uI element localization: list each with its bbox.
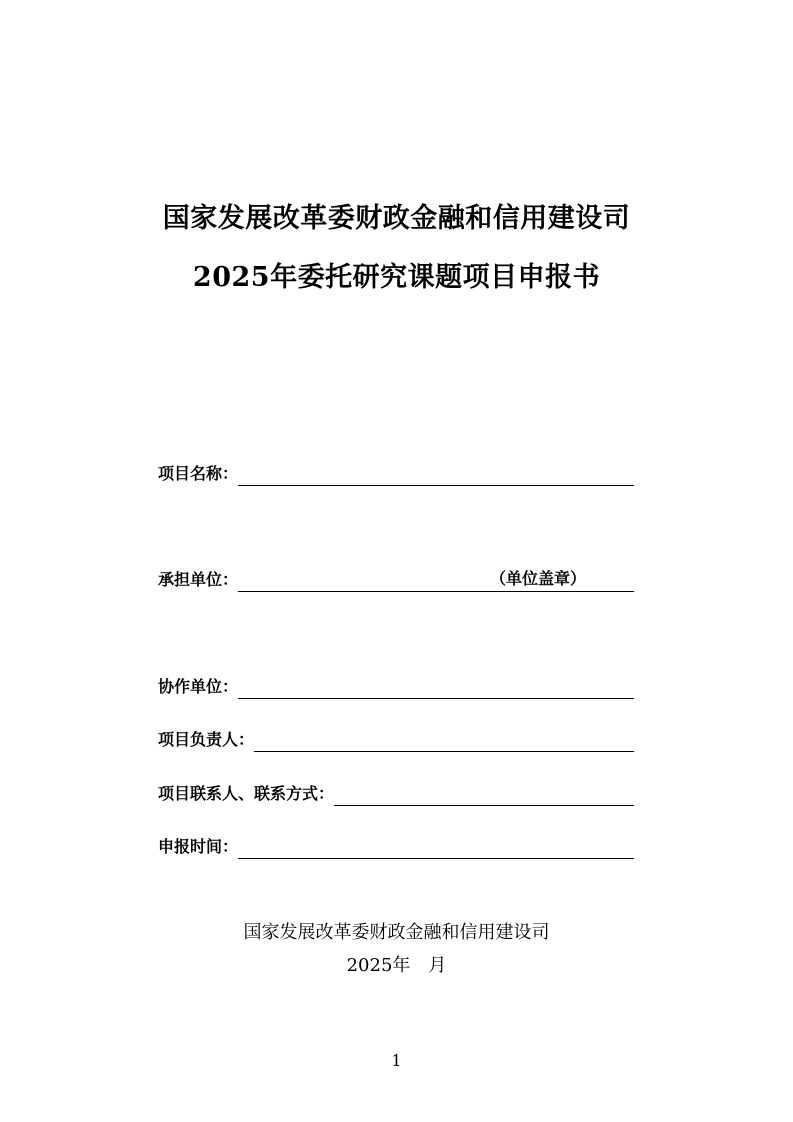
seal-note: （单位盖章） — [489, 569, 586, 588]
application-date-field — [158, 831, 634, 859]
project-leader-input-line[interactable] — [254, 729, 634, 752]
project-leader-field — [158, 724, 634, 752]
application-date-input-line[interactable] — [238, 836, 634, 859]
undertaking-unit-label: 承担单位： — [158, 570, 239, 589]
contact-field — [158, 778, 634, 806]
project-leader-label: 项目负责人： — [158, 730, 255, 749]
footer-month: 月 — [428, 955, 447, 976]
footer-date — [0, 953, 793, 979]
cooperating-unit-field — [158, 671, 634, 699]
contact-label: 项目联系人、联系方式： — [158, 784, 335, 803]
project-name-field — [158, 458, 634, 486]
cooperating-unit-input-line[interactable] — [238, 676, 634, 699]
undertaking-unit-input-line[interactable] — [238, 569, 634, 592]
cooperating-unit-label: 协作单位： — [158, 677, 239, 696]
project-name-input-line[interactable] — [238, 463, 634, 486]
footer-year: 2025年 — [346, 955, 411, 976]
project-name-label: 项目名称： — [158, 464, 239, 483]
footer-organization: 国家发展改革委财政金融和信用建设司 — [243, 922, 550, 943]
document-title-line2: 2025年委托研究课题项目申报书 — [192, 262, 601, 293]
application-date-label: 申报时间： — [158, 837, 239, 856]
document-title-line1: 国家发展改革委财政金融和信用建设司 — [162, 203, 631, 234]
page-number: 1 — [391, 1051, 402, 1070]
undertaking-unit-field — [158, 564, 634, 592]
contact-input-line[interactable] — [334, 783, 634, 806]
